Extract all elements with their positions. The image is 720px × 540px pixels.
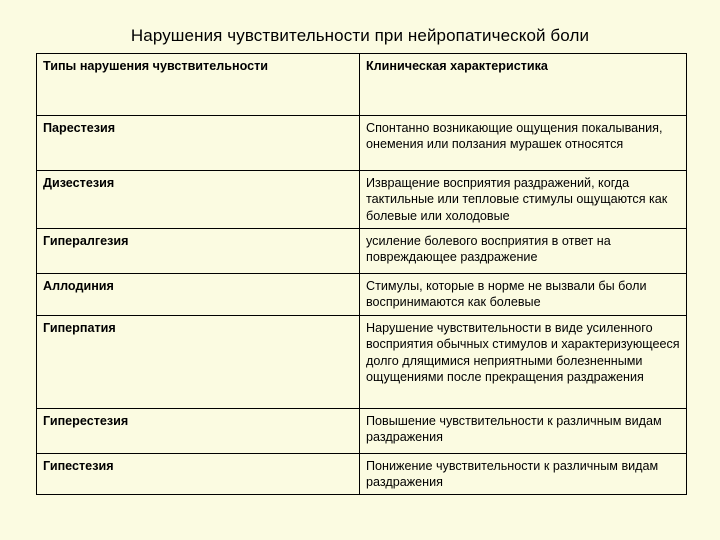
page-title: Нарушения чувствительности при нейропатической боли (130, 26, 590, 45)
description-cell: Нарушение чувствительности в виде усиленного восприятия обычных стимулов и характеризующееся долго длящимися неприятными болезненными ощущениями после прекращения раздражения (360, 316, 687, 409)
table-row (37, 454, 687, 495)
table-header-row (37, 54, 687, 116)
description-cell: Повышение чувствительности к различным видам раздражения (360, 409, 687, 454)
table-row (37, 274, 687, 316)
table-row (37, 229, 687, 274)
table-row (37, 171, 687, 229)
term-cell: Гиперпатия (37, 316, 360, 409)
description-cell: Стимулы, которые в норме не вызвали бы боли воспринимаются как болевые (360, 274, 687, 316)
term-cell: Аллодиния (37, 274, 360, 316)
term-cell: Парестезия (37, 116, 360, 171)
term-cell: Гиперестезия (37, 409, 360, 454)
description-cell: Извращение восприятия раздражений, когда тактильные или тепловые стимулы ощущаются как болевые или холодовые (360, 171, 687, 229)
header-characteristic: Клиническая характеристика (360, 54, 687, 116)
term-cell: Гипералгезия (37, 229, 360, 274)
term-cell: Дизестезия (37, 171, 360, 229)
sensitivity-table (36, 53, 687, 495)
table-row (37, 316, 687, 409)
table-row (37, 116, 687, 171)
table-row (37, 409, 687, 454)
term-cell: Гипестезия (37, 454, 360, 495)
description-cell: Понижение чувствительности к различным видам раздражения (360, 454, 687, 495)
header-types: Типы нарушения чувствительности (37, 54, 360, 116)
description-cell: усиление болевого восприятия в ответ на повреждающее раздражение (360, 229, 687, 274)
description-cell: Спонтанно возникающие ощущения покалывания, онемения или ползания мурашек относятся (360, 116, 687, 171)
